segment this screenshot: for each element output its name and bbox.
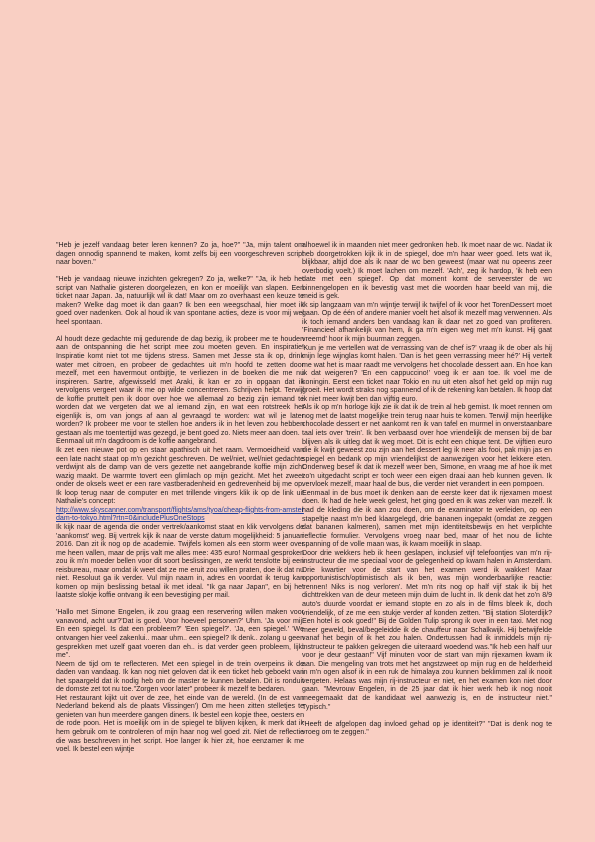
paragraph: Al houdt deze gedachte mij gedurende de dag bezig, ik probeer me te houden aan de ontspanning die het script mee zou moeten geven. En inspiratie! Inspiratie komt niet tot me tijdens stress. Samen met Jesse sta ik op, drink water met citroen, en probeer de gedachtes uit m'n hoofd te zetten door mezelf, met een havermout ontbijtje, te verliezen in de boeken die me nu inspireren. Sartre, afgewisseld met Araki, ik kan er zo in opgaan dat ik vervolgens vergeet waar ik me op wilde concentreren. Schrijven helpt. Terwijl de koffie pruttelt pen ik door over hoe we allemaal zo bezig zijn iemand te worden dat we vergeten dat we al iemand zijn, en wat een rotstreek het eigenlijk is, om van jongs af aan al gevraagd te worden: wat wil je later worden? Ik probeer me voor te stellen hoe anders ik in het leven zou hebben gestaan als me toentertijd was gezegd, je bent goed zo. Niets meer aan doen. <box>56 335 304 437</box>
paragraph: Eenmaal in de bus moet ik denken aan de eerste keer dat ik rijexamen moest doen. Ik had de hele week gelest, het ging goed en ik was zeker van mezelf. Ik had de kleding die ik aan zou doen, om de examinator te verleiden, op een stapeltje naast m'n bed klaargelegd, drie bananen ingepakt (omdat ze zeggen dat bananen kalmeren), samen met mijn identiteitsbewijs en het verplichte reflectie formulier. Vervolgens vroeg naar bed, maar of het nou de lichte spanning of de volle maan was, ik kwam moeilijk in slaap. <box>302 489 552 549</box>
paragraph: Door drie wekkers heb ik heen geslapen, inclusief vijf telefoontjes van m'n rij-instructeur die me speciaal voor de gelegenheid op kwam halen in Amsterdam. Drie kwartier voor de start van het examen werd ik wakker! Maar opportunistisch/optimistisch als ik ben, was mijn wonderbaarlijke reactie: 'rennen! Niks is nog verloren'. Met m'n rits nog op half vijf stak ik bij het dichttrekken van de deur meteen mijn duim de lucht in. Ik denk dat het zo'n 8/9 auto's duurde voordat er iemand stopte en zo als in de films bleek ik, doch vriendelijk, of ze me een stukje verder af konden zetten. "Bij station Sloterdijk? Een hotel is ook goed!" Bij de Golden Tulip sprong ik over in een taxi. Met nog meer geweld, beval/begeleidde ik de chauffeur naar Schalkwijk. Hij betwijfelde vanaf het begin of ik het zou halen. Ondertussen had ik inmiddels mijn rij-instructeur te pakken gekregen die uiteraard woedend was."Ik heb een half uur voor je deur gestaan!" Vijf minuten voor de start van mijn rijexamen kwam ik aan. Die mengeling van trots met het angstzweet op mijn rug en de helderheid in m'n ogen alsof ik in een ruk de himalaya zou kunnen beklimmen zal ik nooit vergeten. Helaas was mijn rij-instructeur er niet, en het examen kon niet door gaan. "Mevrouw Engelen, in de 25 jaar dat ik hier werk heb ik nog nooit meegemaakt dat de kandidaat wel aanwezig is, en de instructeur niet." Typisch." <box>302 549 552 711</box>
paragraph: "Heeft de afgelopen dag invloed gehad op je identiteit?" "Dat is denk nog te vroeg om te zeggen." <box>302 720 552 737</box>
paragraph: Het restaurant kijkt uit over de zee, het einde van de wereld. (In de est van Nederland bekend als de plaats Vlissingen') Om me heen zitten stelletjes te genieten van hun meerdere gangen diners. Ik bestel een kopje thee, oesters en de rode poon. Het is moeilijk om in de spiegel te blijven kijken, ik merk dat ik hem gebruik om te controleren of mijn haar nog wel goed zit. Niet de reflectie die was beschreven in het script. Hoe langer ik hier zit, hoe eenzamer ik me voel. Ik bestel een wijntje <box>56 694 304 754</box>
paragraph: 'Kun je me vertellen wat de verrassing van de chef is?' vraag ik de ober als hij mijn lege wijnglas komt halen. 'Dan is het geen verrassing meer hé?' Hij vertelt me wat het is maar raadt me vervolgens het chocolade dessert aan. En hoe kan ik dat weigeren? 'En een cappuccino!' voeg ik er aan toe. Ik voel me de koningin. Eerst een ticket naar Tokio en nu uit eten alsof het geld op mijn rug groeit. Het wordt straks nog spannend of ik de rekening kan betalen. Ik hoop dat ik niet meer kwijt ben dan vijftig euro. <box>302 344 552 403</box>
paragraph: "Heb je jezelf vandaag beter leren kennen? Zo ja, hoe?" "Ja, mijn talent om dagen onnodig spannend te maken, komt zelfs bij een voorgeschreven script naar boven." <box>56 242 304 267</box>
paragraph: "Heb je vandaag nieuwe inzichten gekregen? Zo ja, welke?" "Ja, ik heb het script van Nathalie gisteren doorgelezen, en kon er moeilijk van slapen. Een ticket naar Japan. Ja, natuurlijk wil ik dat! Maar om zo overhaast een keuze te maken? Welke dag moet ik dan gaan? Ik ben een weegschaal, hier moet ik goed over nadenken. Ook al houd ik van spontane acties, deze is voor mij wel heel spontaan. <box>56 276 304 326</box>
paragraph: Neem de tijd om te reflecteren. Met een spiegel in de trein overpeins ik de daden van vandaag. Ik kan nog niet geloven dat ik een ticket heb geboekt van het spaargeld dat ik nodig heb om de master te kunnen betalen. Dit is ronduit de domste zet tot nu toe."Zorgen voor later" probeer ik mezelf te bedaren. <box>56 660 304 694</box>
paragraph: Ik kijk naar de agenda die onder vertrek/aankomst staat en klik vervolgens de 'aankomst' weg. Bij vertrek kijk ik naar de verste datum mogelijkheid: 5 januari 2016. Dan zit ik nog op de academie. Twijfels komen als een storm weer over me heen vallen, maar de prijs valt me alles mee: 435 euro! Normaal gesproken zou ik m'n moeder bellen voor dit soort beslissingen, ze werkt tenslotte bij een reisbureau, maar omdat ik weet dat ze me eruit zou willen praten, doe ik dat nu niet. Resoluut ga ik verder. Vul mijn naam in, adres en voordat ik terug kan komen op mijn beslissing betaal ik met ideal. "Ik ga naar Japan", en bij het laatste slokje koffie ontvang ik een bevestiging per mail. <box>56 523 304 600</box>
paragraph: Eenmaal uit m'n dagdroom is de koffie aangebrand. <box>56 438 218 446</box>
paragraph: Als ik op m'n horloge kijk zie ik dat ik de trein al heb gemist. Ik moet rennen om nog met de laatst mogelijke trein terug naar huis te komen. Terwijl mijn heerlijke chocolade dessert er net aankomt ren ik van tafel en murmel in onverstaanbare taal iets over 'trein'. Ik ben verbaasd over hoe vriendelijk de mensen bij de bar blijven als ik uitleg dat ik weg moet. Dit is echt een chique tent. De vijftien euro die ik kwijt geweest zou zijn aan het dessert leg ik neer als fooi, pak mijn jas en spiegel en bedank op mijn vriendelijkst de aanwezigen voor het lekkere eten. Onderweg besef ik dat ik mezelf weer ben, Simone, en vraag me af hoe ik met zo'n uitgedacht script er toch weer een eigen draai aan heb kunnen geven. Ik vervloek mezelf, maar haal de bus, die verder niet verandert in een pompoen. <box>302 404 552 489</box>
paragraph: Ik zet een nieuwe pot op en staar apathisch uit het raam. Vermoeidheid van een late nacht staat op m'n gezicht geschreven. De wel/niet, wel/niet gedachte verdwijnt als de damp van de vers gezette net aangebrande koffie mijn zicht wazig maakt. De warmte tovert een glimlach op mijn gezicht. Met het zweet onder de oksels weet er een rare vastberadenheid en gedrevenheid bij me op. Ik loop terug naar de computer en met trillende vingers klik ik op de link uit Nathalie's concept: <box>56 447 304 506</box>
article-right-column <box>302 242 552 738</box>
article-left-column <box>56 242 304 755</box>
paragraph: 'Hallo met Simone Engelen, ik zou graag een reservering willen maken voor vanavond, acht uur?'Dat is goed. Voor hoeveel personen?' Uhm. 'Ja voor mij. En een spiegel. Is dat een probleem?' 'Een spiegel?'. 'Ja, een spiegel.' 'We ontvangen hier veel zakenlui.. maar uhm.. een spiegel? Ik denk.. zolang u geen gesprekken met uzelf gaat voeren dan eh.. is dat verder geen probleem, lijkt me". <box>56 609 304 660</box>
paragraph: Ik sip langzaam van m'n wijntje terwijl ik twijfel of ik voor het TorenDessert moet gaan. Op de één of andere manier voelt het alsof ik mezelf mag verwennen. Als ik toch iemand anders ben vandaag kan ik daar net zo goed van profiteren. 'Financieel afhankelijk van hem, ik ga m'n eigen weg met m'n kunst. Hij gaat vreemd' hoor ik mijn buurman zeggen. <box>302 301 552 344</box>
paragraph: alhoewel ik in maanden niet meer gedronken heb. Ik moet naar de wc. Nadat ik heb doorgetrokken kijk ik in de spiegel, doe m'n haar weer goed. Iets wat ik, blijkbaar, altijd doe als ik naar de wc ben geweest (maar wat nu opeens zeer overbodig voelt.) Ik moet lachen om mezelf. 'Ach', zeg ik hardop, 'ik heb een date met een spiegel'. Op dat moment komt de serveerster de wc binnengelopen en ik bevestig vast met die woorden haar beeld van mij, die meid is gek. <box>302 242 552 301</box>
concept-link[interactable]: http://www.skyscanner.com/transport/flights/ams/tyoa/cheap-flights-from-amsterdam-to-tokyo.html?rtn=0&includePlusOneStops <box>56 506 304 523</box>
